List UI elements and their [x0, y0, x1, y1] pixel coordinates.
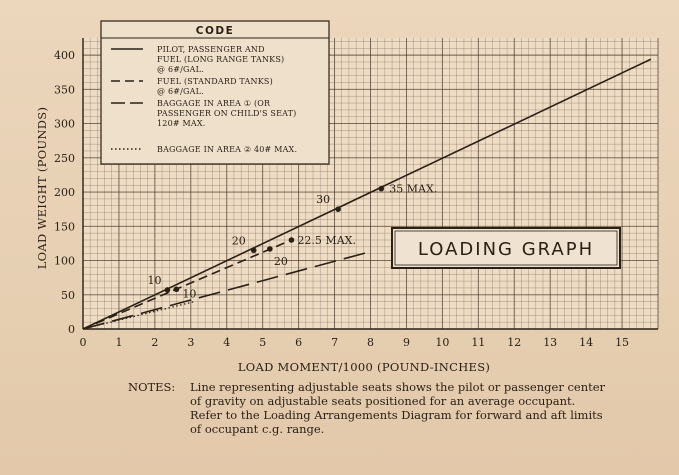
notes-block: [128, 380, 628, 436]
x-tick-label: 10: [435, 336, 450, 349]
x-axis-label: LOAD MOMENT/1000 (POUND-INCHES): [237, 360, 491, 374]
x-tick-label: 14: [579, 336, 594, 349]
legend-title: CODE: [195, 25, 235, 37]
x-tick-label: 6: [295, 336, 303, 349]
x-tick-label: 0: [79, 336, 87, 349]
point-annotation: 10: [147, 273, 162, 287]
x-tick-label: 12: [507, 336, 522, 349]
y-tick-label: 150: [54, 220, 75, 234]
legend-entry-text: BAGGAGE IN AREA ② 40# MAX.: [157, 145, 298, 154]
y-tick-label: 100: [54, 254, 75, 268]
chart-title: LOADING GRAPH: [417, 239, 595, 260]
data-point: [378, 186, 384, 192]
x-tick-label: 1: [115, 336, 123, 349]
data-point: [335, 206, 341, 212]
chart-legend: [101, 21, 329, 164]
chart-title-box: [392, 228, 620, 268]
legend-entry-text: @ 6#/GAL.: [157, 65, 204, 74]
x-tick-label: 3: [187, 336, 195, 349]
x-tick-label: 5: [259, 336, 267, 349]
legend-box: [101, 21, 329, 164]
point-annotation: 20: [273, 254, 288, 268]
notes-heading: NOTES:: [128, 380, 176, 394]
data-point: [251, 247, 257, 253]
legend-entry-text: FUEL (STANDARD TANKS): [157, 77, 273, 86]
y-tick-label: 0: [68, 323, 75, 336]
y-tick-label: 300: [54, 117, 75, 131]
legend-entry-text: 120# MAX.: [157, 119, 206, 128]
legend-entry-text: FUEL (LONG RANGE TANKS): [157, 55, 285, 64]
y-tick-label: 350: [54, 83, 75, 97]
x-tick-label: 4: [223, 336, 231, 349]
y-tick-label: 50: [61, 288, 75, 302]
point-annotation: 30: [316, 193, 331, 207]
point-annotation: 35 MAX.: [389, 182, 438, 196]
point-annotation: 20: [231, 234, 246, 248]
x-tick-label: 7: [331, 336, 339, 349]
x-tick-label: 2: [151, 336, 159, 349]
data-point: [165, 287, 171, 293]
x-tick-label: 9: [402, 336, 410, 349]
x-tick-label: 8: [367, 336, 374, 349]
x-tick-label: 15: [615, 336, 630, 349]
y-tick-label: 200: [54, 186, 75, 200]
x-tick-label: 13: [543, 336, 558, 349]
notes-text: Line representing adjustable seats shows the pilot or passenger center of gravity on adjustable seats positioned for an average occupant. Refer to the Loading Arrangements Diagram for forward and aft limits of occupant c.g. range.: [190, 380, 606, 436]
x-tick-label: 11: [471, 336, 486, 349]
data-point: [174, 286, 180, 292]
y-axis-label: LOAD WEIGHT (POUNDS): [35, 106, 49, 270]
y-tick-label: 250: [54, 151, 75, 165]
legend-entry-text: PILOT, PASSENGER AND: [157, 45, 265, 54]
legend-entry-text: PASSENGER ON CHILD'S SEAT): [157, 109, 297, 118]
data-point: [267, 246, 273, 252]
legend-entry-text: BAGGAGE IN AREA ① (OR: [157, 99, 271, 108]
legend-entry-text: @ 6#/GAL.: [157, 87, 204, 96]
point-annotation: 22.5 MAX.: [297, 233, 356, 247]
data-point: [289, 237, 295, 243]
point-annotation: 10: [182, 287, 197, 301]
y-tick-label: 400: [54, 49, 75, 63]
